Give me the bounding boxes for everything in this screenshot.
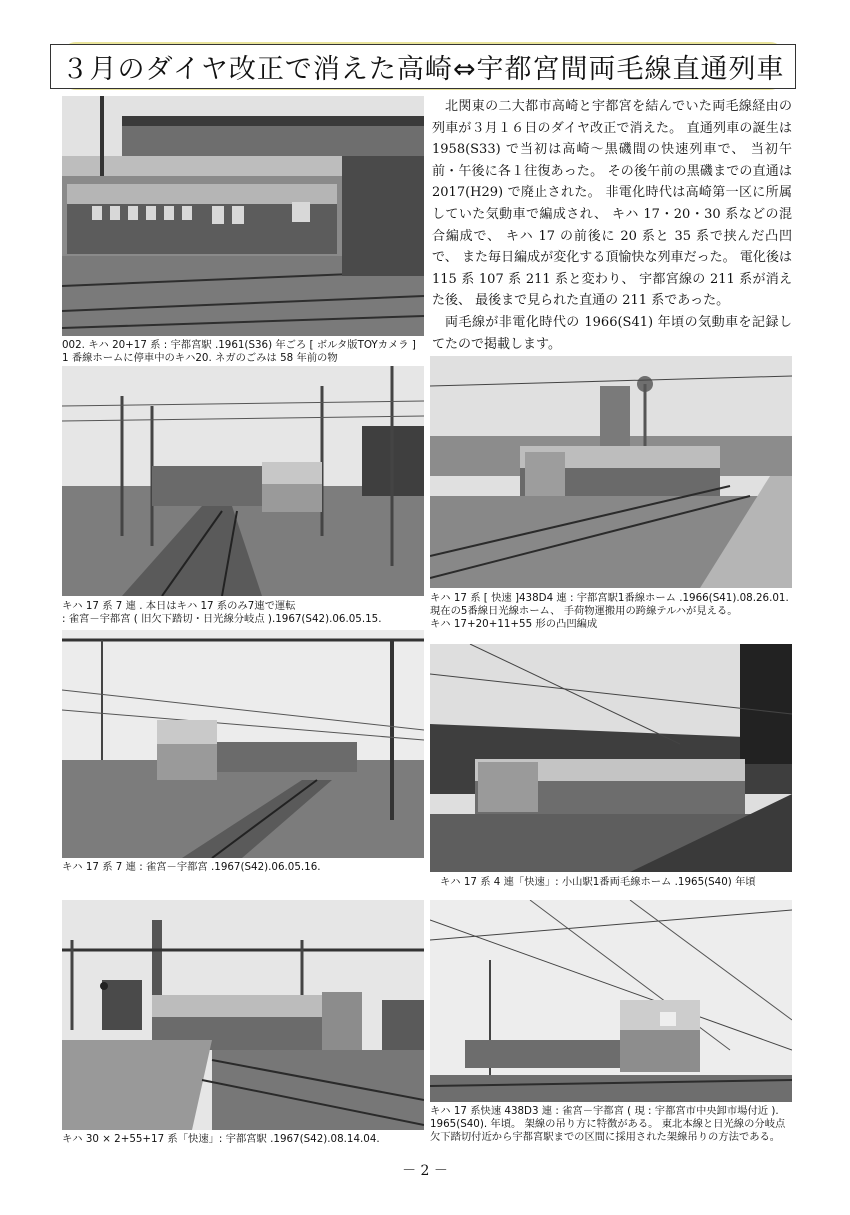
- caption-photo-4: [62, 861, 321, 874]
- caption-photo-2: [62, 600, 382, 626]
- photo-kiha17-438d-suzumenomiya: [430, 900, 792, 1102]
- article-paragraph: 両毛線が非電化時代の 1966(S41) 年頃の気動車を記録してたので掲載します。: [432, 314, 792, 352]
- page-title: ３月のダイヤ改正で消えた高崎⇔宇都宮間両毛線直通列車: [50, 44, 795, 89]
- caption-line: 欠下踏切付近から宇都宮駅までの区間に採用された架線吊りの方法である。: [430, 1131, 781, 1143]
- caption-line: 1965(S40). 年頃。 架線の吊り方に特徴がある。 東北本線と日光線の分岐点: [430, 1118, 786, 1130]
- photo-kiha17-7car-field: [62, 366, 424, 596]
- caption-line: キハ 30 × 2+55+17 系「快速」: 宇都宮駅 .1967(S42).08.14.04.: [62, 1133, 380, 1145]
- caption-line: キハ 17 系快速 438D3 連 : 雀宮－宇都宮 ( 現 : 宇都宮市中央卸市場付近 ).: [430, 1105, 779, 1117]
- photo-kiha20-utsunomiya-station: [62, 96, 424, 336]
- article-body: [432, 96, 792, 355]
- caption-line: キハ 17 系 7 連 : 雀宮－宇都宮 .1967(S42).06.05.16.: [62, 861, 321, 873]
- photo-kiha17-7car-catenary: [62, 630, 424, 858]
- caption-line: 002. キハ 20+17 系 : 宇都宮駅 .1961(S36) 年ごろ [ ボルタ版TOYカメラ ]: [62, 339, 416, 351]
- caption-line: 1 番線ホームに停車中のキハ20. ネガのごみは 58 年前の物: [62, 352, 338, 364]
- caption-photo-5: [440, 876, 756, 889]
- caption-line: キハ 17+20+11+55 形の凸凹編成: [430, 618, 598, 630]
- title-banner: [62, 42, 784, 90]
- caption-photo-3: [430, 592, 789, 631]
- page-number: － 2 －: [402, 1163, 448, 1179]
- article-paragraph: 北関東の二大都市高崎と宇都宮を結んでいた両毛線経由の列車が３月１６日のダイヤ改正で消えた。 直通列車の誕生は 1958(S33) で当初は高崎〜黒磯間の快速列車で、 当初午前・午後に各１往復あった。 その後午前の黒磯までの直通は 2017(H29) で廃止された。 非電化時代は高崎第一区に所属していた気動車で編成され、 キハ 17・20・30 系などの混合編成で、 キハ 17 の前後に 20 系と 35 系で挟んだ凸凹で、 また毎日編成が変化する頂愉快な列車だった。 電化後は 115 系 107 系 211 系と変わり、 宇都宮線の 211 系が消えた後、 最後まで見られた直通の 211 系であった。: [432, 99, 792, 309]
- caption-photo-7: [430, 1105, 785, 1144]
- caption-line: キハ 17 系 7 連 . 本日はキハ 17 系のみ7連で運転: [62, 600, 296, 612]
- caption-photo-1: [62, 339, 416, 365]
- caption-photo-6: [62, 1133, 380, 1146]
- photo-kiha17-oyama-station: [430, 644, 792, 872]
- caption-line: キハ 17 系 [ 快速 ]438D4 連 : 宇都宮駅1番線ホーム .1966(S41).08.26.01.: [430, 592, 789, 604]
- caption-line: キハ 17 系 4 連「快速」: 小山駅1番両毛線ホーム .1965(S40) 年頃: [440, 876, 756, 888]
- caption-line: : 雀宮－宇都宮 ( 旧欠下踏切・日光線分岐点 ).1967(S42).06.05.15.: [62, 613, 382, 625]
- caption-line: 現在の5番線日光線ホーム、 手荷物運搬用の跨線テルハが見える。: [430, 605, 738, 617]
- photo-kiha17-rapid-platform1: [430, 356, 792, 588]
- photo-kiha30-rapid-utsunomiya: [62, 900, 424, 1130]
